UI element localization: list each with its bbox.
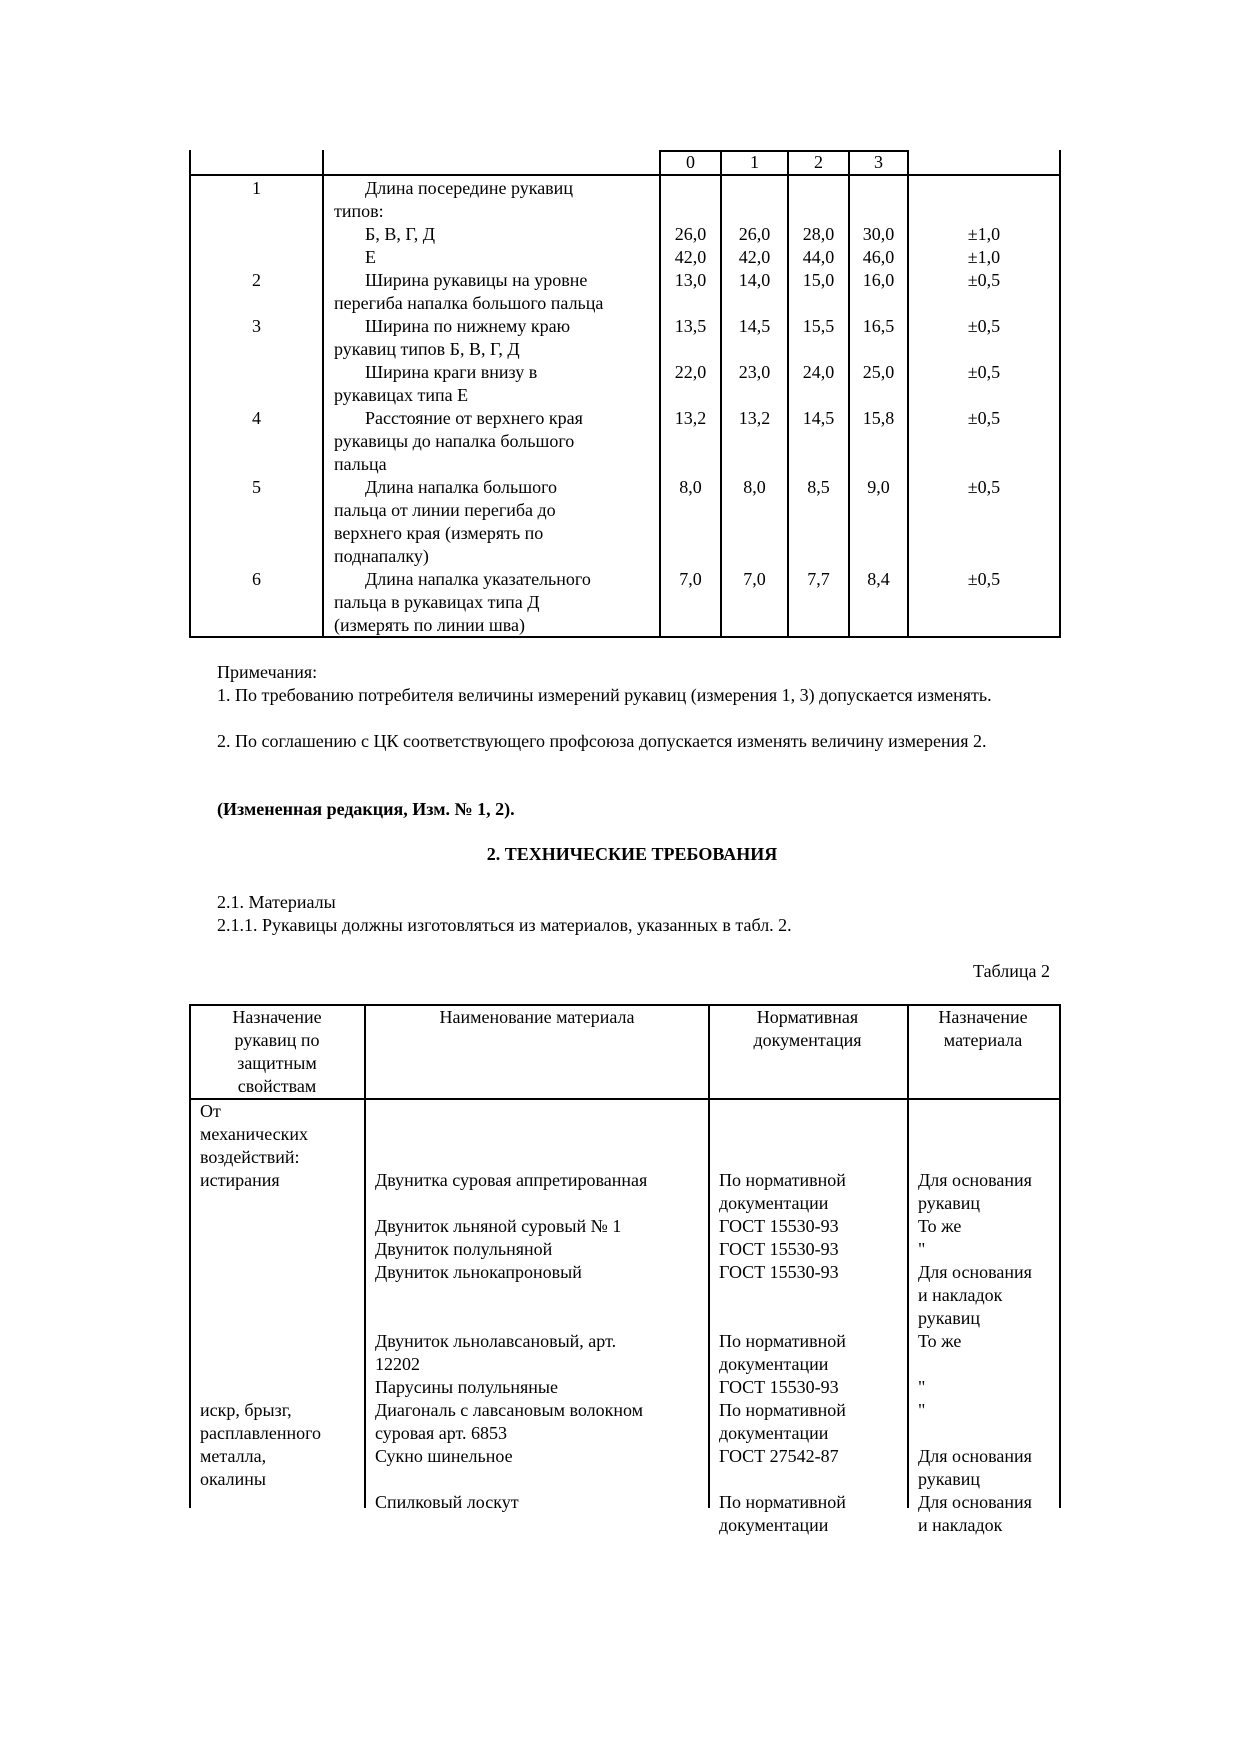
material-name: суровая арт. 6853 [375,1423,508,1443]
row-label-line: Длина посередине рукавиц [365,178,573,198]
row-number: 4 [252,408,261,428]
material-name: Двуниток полульняной [375,1239,553,1259]
group-label-line: механических [200,1124,309,1144]
row-label-line: рукавицах типа Е [334,385,469,405]
row-label-line: рукавицы до напалка большого [334,431,575,451]
normative-doc: По нормативной [719,1400,846,1420]
table-label: Таблица 2 [973,961,1050,981]
cell-value: 16,0 [862,270,895,290]
cell-value: 26,0 [738,224,771,244]
normative-doc: ГОСТ 15530-93 [719,1216,839,1236]
row-label-line: (измерять по линии шва) [334,615,525,635]
cell-value: 8,0 [679,477,702,497]
row-label-line: типов: [334,201,384,221]
cell-value: 15,8 [862,408,895,428]
normative-doc: По нормативной [719,1170,846,1190]
note-2: 2. По соглашению с ЦК соответствующего профсоюза допускается изменять величину измерения 2. [217,731,987,751]
col-header-1: 1 [750,152,759,172]
subsection-title: 2.1. Материалы [217,892,336,912]
material-purpose: Для основания [918,1492,1032,1512]
header-normative-doc: Нормативная документация [753,1007,862,1050]
cell-value: 15,0 [802,270,835,290]
row-label-line: поднапалку) [334,546,429,566]
cell-tolerance: ±0,5 [967,477,1001,497]
cell-value: 23,0 [738,362,771,382]
cell-value: 7,7 [807,569,830,589]
row-label-line: Длина напалка указательного [365,569,591,589]
section-heading: 2. ТЕХНИЧЕСКИЕ ТРЕБОВАНИЯ [486,844,778,864]
row-label-line: Длина напалка большого [365,477,558,497]
material-name: Парусины полульняные [375,1377,559,1397]
row-label-line: пальца [334,454,387,474]
material-purpose: То же [918,1216,962,1236]
cell-value: 25,0 [862,362,895,382]
material-purpose: " [918,1400,926,1420]
row-number: 1 [252,178,261,198]
row-label-line: Е [365,247,376,267]
col-header-0: 0 [686,152,695,172]
cell-value: 13,2 [674,408,707,428]
cell-value: 13,0 [674,270,707,290]
cell-value: 8,4 [867,569,890,589]
normative-doc: документации [719,1354,829,1374]
normative-doc: ГОСТ 27542-87 [719,1446,839,1466]
group-label-line: металла, [200,1446,267,1466]
cell-value: 8,0 [743,477,766,497]
cell-value: 7,0 [679,569,702,589]
cell-tolerance: ±0,5 [967,408,1001,428]
cell-tolerance: ±0,5 [967,362,1001,382]
material-purpose: Для основания [918,1262,1032,1282]
group-label-line: истирания [200,1170,280,1190]
material-purpose: рукавиц [918,1469,980,1489]
row-label-line: верхнего края (измерять по [334,523,544,543]
cell-value: 15,5 [802,316,835,336]
group-label-line: окалины [200,1469,266,1489]
row-label-line: Б, В, Г, Д [365,224,435,244]
notes-title: Примечания: [217,662,318,682]
material-name: Двуниток льнокапроновый [375,1262,582,1282]
material-purpose: Для основания [918,1170,1032,1190]
cell-value: 14,5 [738,316,771,336]
cell-value: 44,0 [802,247,835,267]
note-1: 1. По требованию потребителя величины измерений рукавиц (измерения 1, 3) допускается изменять. [217,685,992,705]
row-label-line: Ширина рукавицы на уровне [365,270,588,290]
cell-value: 13,5 [674,316,707,336]
material-purpose: Для основания [918,1446,1032,1466]
material-name: Двунитка суровая аппретированная [375,1170,648,1190]
normative-doc: документации [719,1515,829,1535]
cell-tolerance: ±0,5 [967,316,1001,336]
normative-doc: ГОСТ 15530-93 [719,1239,839,1259]
material-name: Диагональ с лавсановым волокном [375,1400,644,1420]
cell-value: 46,0 [862,247,895,267]
cell-value: 30,0 [862,224,895,244]
cell-tolerance: ±0,5 [967,569,1001,589]
normative-doc: ГОСТ 15530-93 [719,1262,839,1282]
material-purpose: рукавиц [918,1193,980,1213]
normative-doc: По нормативной [719,1331,846,1351]
cell-value: 14,0 [738,270,771,290]
material-name: Спилковый лоскут [375,1492,519,1512]
row-number: 3 [252,316,261,336]
row-label-line: пальца от линии перегиба до [334,500,556,520]
cell-value: 8,5 [807,477,830,497]
group-label-line: расплавленного [200,1423,322,1443]
cell-value: 24,0 [802,362,835,382]
group-label-line: искр, брызг, [200,1400,292,1420]
amendment-note: (Измененная редакция, Изм. № 1, 2). [217,799,515,819]
row-label-line: перегиба напалка большого пальца [334,293,604,313]
normative-doc: документации [719,1193,829,1213]
material-purpose: То же [918,1331,962,1351]
col-header-3: 3 [874,152,883,172]
material-name: 12202 [375,1354,420,1374]
cell-value: 28,0 [802,224,835,244]
row-label-line: пальца в рукавицах типа Д [334,592,540,612]
material-purpose: " [918,1377,926,1397]
header-material-name: Наименование материала [439,1007,635,1027]
row-label-line: рукавиц типов Б, В, Г, Д [334,339,520,359]
normative-doc: По нормативной [719,1492,846,1512]
material-name: Двуниток льняной суровый № 1 [375,1216,622,1236]
material-purpose: " [918,1239,926,1259]
cell-tolerance: ±0,5 [967,270,1001,290]
group-label-line: От [200,1101,221,1121]
row-number: 5 [252,477,261,497]
cell-value: 16,5 [862,316,895,336]
row-label-line: Расстояние от верхнего края [365,408,583,428]
material-name: Двуниток льнолавсановый, арт. [375,1331,617,1351]
cell-value: 26,0 [674,224,707,244]
cell-value: 22,0 [674,362,707,382]
row-label-line: Ширина краги внизу в [365,362,538,382]
normative-doc: ГОСТ 15530-93 [719,1377,839,1397]
col-header-2: 2 [814,152,823,172]
cell-value: 13,2 [738,408,771,428]
header-material-purpose: Назначение материала [938,1007,1028,1050]
material-purpose: и накладок [918,1515,1003,1535]
cell-value: 42,0 [674,247,707,267]
material-name: Сукно шинельное [375,1446,513,1466]
group-label-line: воздействий: [200,1147,300,1167]
material-purpose: рукавиц [918,1308,980,1328]
row-label-line: Ширина по нижнему краю [365,316,571,336]
cell-value: 7,0 [743,569,766,589]
cell-value: 42,0 [738,247,771,267]
cell-value: 14,5 [802,408,835,428]
header-protective-purpose: Назначение рукавиц по защитным свойствам [232,1007,322,1096]
cell-value: 9,0 [867,477,890,497]
subsection-text: 2.1.1. Рукавицы должны изготовляться из материалов, указанных в табл. 2. [217,915,792,935]
normative-doc: документации [719,1423,829,1443]
row-number: 6 [252,569,261,589]
cell-tolerance: ±1,0 [967,247,1001,267]
material-purpose: и накладок [918,1285,1003,1305]
cell-tolerance: ±1,0 [967,224,1001,244]
row-number: 2 [252,270,261,290]
